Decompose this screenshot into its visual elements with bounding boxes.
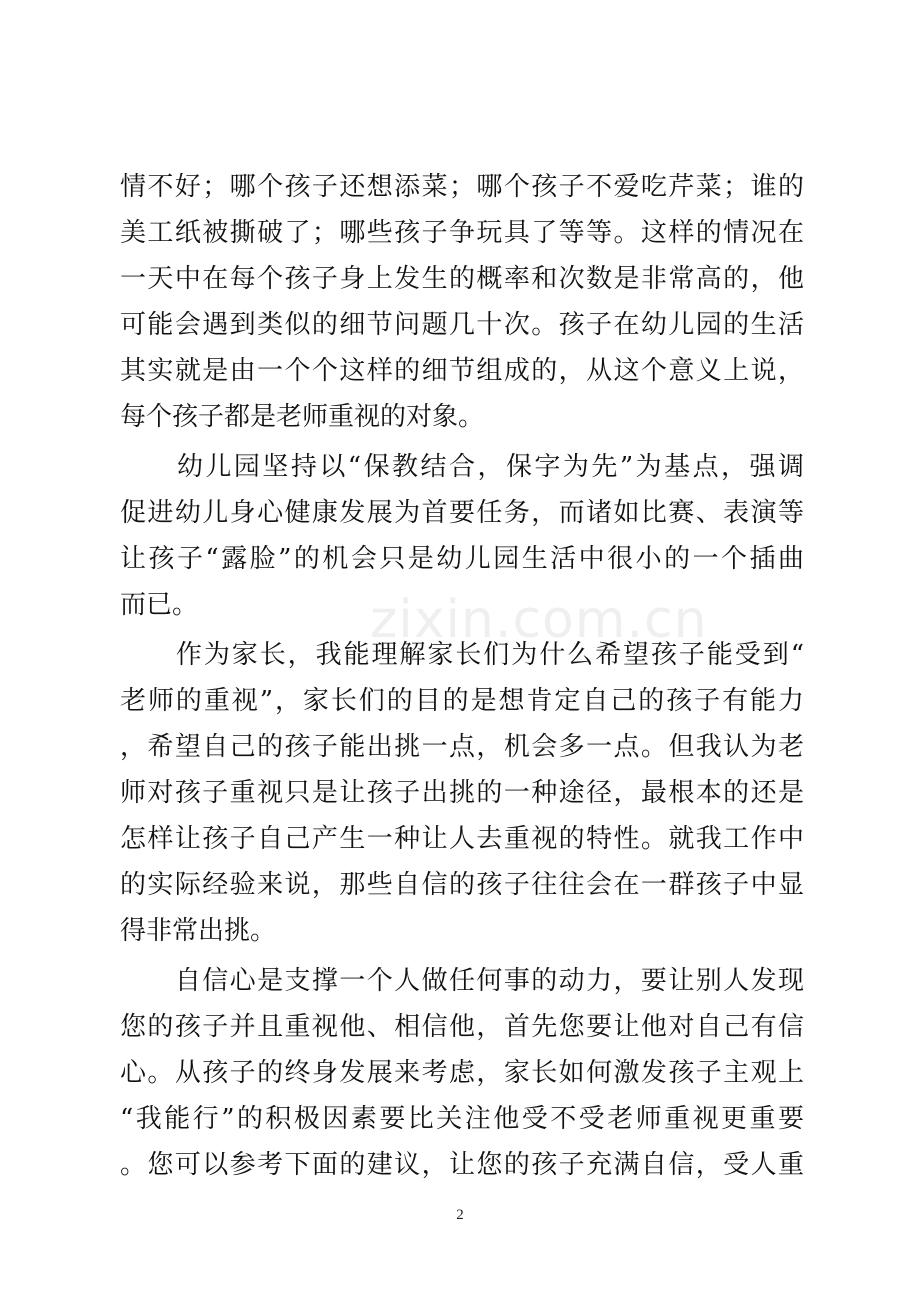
text-line: 让孩子“露脸”的机会只是幼儿园生活中很小的一个插曲 xyxy=(120,544,804,574)
text-line: 师对孩子重视只是让孩子出挑的一种途径，最根本的还是 xyxy=(120,778,804,808)
text-line: 。您可以参考下面的建议，让您的孩子充满自信，受人重 xyxy=(120,1150,804,1180)
text-line: “我能行”的积极因素要比关注他受不受老师重视更重要 xyxy=(120,1104,804,1134)
text-line: 得非常出挑。 xyxy=(120,916,277,946)
text-line: 自信心是支撑一个人做任何事的动力，要让别人发现 xyxy=(120,966,804,996)
page-number: 2 xyxy=(456,1207,464,1223)
text-line: 可能会遇到类似的细节问题几十次。孩子在幼儿园的生活 xyxy=(120,310,804,340)
text-line: ，希望自己的孩子能出挑一点，机会多一点。但我认为老 xyxy=(120,732,804,762)
text-line: 促进幼儿身心健康发展为首要任务，而诸如比赛、表演等 xyxy=(120,498,804,528)
body-text xyxy=(120,164,804,1188)
watermark: zixin.com.cn xyxy=(370,590,708,650)
text-line: 幼儿园坚持以“保教结合，保字为先”为基点，强调 xyxy=(120,452,804,482)
text-line: 心。从孩子的终身发展来考虑，家长如何激发孩子主观上 xyxy=(120,1058,804,1088)
text-line: 的实际经验来说，那些自信的孩子往往会在一群孩子中显 xyxy=(120,870,804,900)
text-line: 一天中在每个孩子身上发生的概率和次数是非常高的，他 xyxy=(120,264,804,294)
text-line: 老师的重视”，家长们的目的是想肯定自己的孩子有能力 xyxy=(120,686,804,716)
text-line: 美工纸被撕破了；哪些孩子争玩具了等等。这样的情况在 xyxy=(120,218,804,248)
text-line: 每个孩子都是老师重视的对象。 xyxy=(120,402,485,432)
text-line: 作为家长，我能理解家长们为什么希望孩子能受到“ xyxy=(120,640,804,670)
text-line: 怎样让孩子自己产生一种让人去重视的特性。就我工作中 xyxy=(120,824,804,854)
text-line: 其实就是由一个个这样的细节组成的，从这个意义上说， xyxy=(120,356,804,386)
text-line: 而已。 xyxy=(120,590,199,620)
text-line: 您的孩子并且重视他、相信他，首先您要让他对自己有信 xyxy=(120,1012,804,1042)
text-line: 情不好；哪个孩子还想添菜；哪个孩子不爱吃芹菜；谁的 xyxy=(120,172,804,202)
